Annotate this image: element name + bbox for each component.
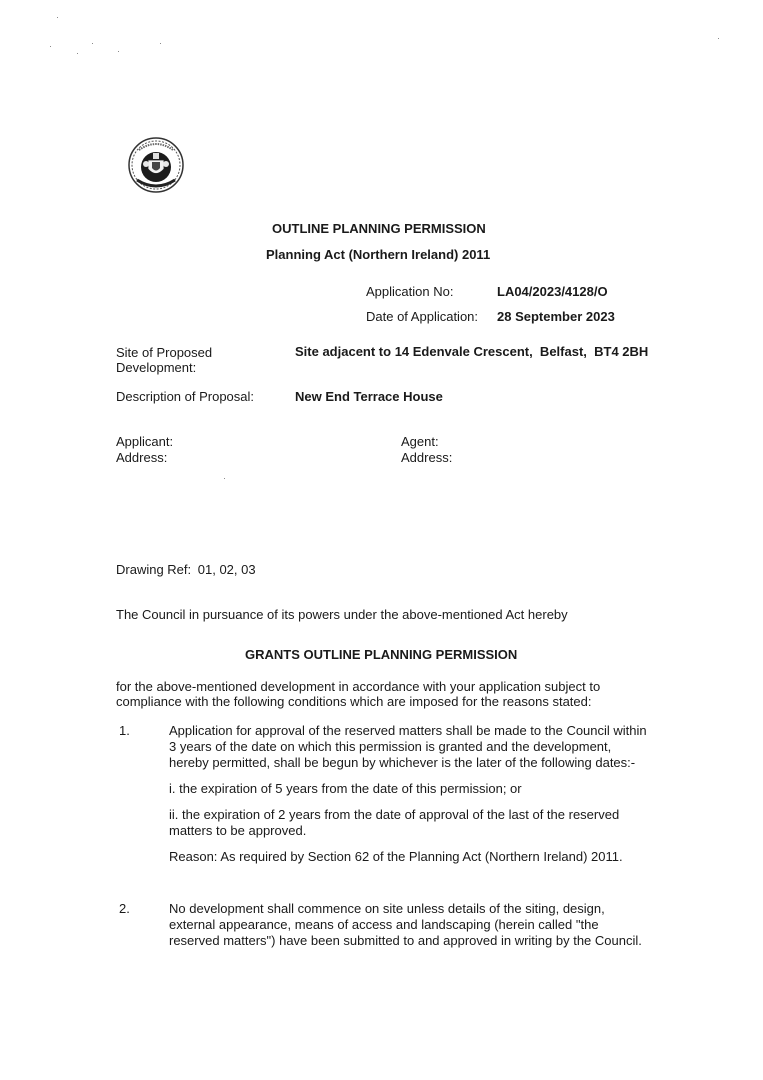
scan-speck — [50, 46, 51, 47]
condition-line: 3 years of the date on which this permission is granted and the development, — [169, 739, 612, 754]
drawing-ref — [116, 562, 256, 578]
condition-sub-item: ii. the expiration of 2 years from the date of approval of the last of the reserved — [169, 807, 620, 822]
condition-line: hereby permitted, shall be begun by whichever is the later of the following dates:- — [169, 755, 636, 770]
application-number-value: LA04/2023/4128/O — [497, 284, 608, 299]
agent-label: Agent: — [401, 434, 439, 449]
application-date-value: 28 September 2023 — [497, 309, 615, 324]
condition-line: Application for approval of the reserved matters shall be made to the Council within — [169, 723, 647, 738]
condition-sub-item: matters to be approved. — [169, 823, 307, 838]
site-label-line1: Site of Proposed — [116, 345, 213, 360]
drawing-ref-label: Drawing Ref: — [116, 562, 192, 577]
scan-speck — [57, 17, 58, 18]
site-label-line2: Development: — [116, 360, 197, 375]
condition-sub-item: i. the expiration of 5 years from the date of this permission; or — [169, 781, 522, 796]
grant-heading: GRANTS OUTLINE PLANNING PERMISSION — [245, 647, 518, 662]
council-crest-icon — [127, 136, 185, 194]
preamble-text: The Council in pursuance of its powers under the above-mentioned Act hereby — [116, 607, 568, 622]
applicant-address-label: Address: — [116, 450, 168, 465]
condition-line: external appearance, means of access and landscaping (herein called "the — [169, 917, 599, 932]
scan-speck — [92, 43, 93, 44]
site-value: Site adjacent to 14 Edenvale Crescent, Belfast, BT4 2BH — [295, 344, 649, 359]
grant-text-line2: compliance with the following conditions which are imposed for the reasons stated: — [116, 694, 592, 709]
applicant-label: Applicant: — [116, 434, 174, 449]
document-title: OUTLINE PLANNING PERMISSION — [272, 221, 486, 236]
scan-speck — [160, 43, 161, 44]
application-number-label: Application No: — [366, 284, 454, 299]
document-subtitle: Planning Act (Northern Ireland) 2011 — [266, 247, 491, 262]
scan-speck — [224, 478, 225, 479]
condition-number: 1. — [119, 723, 130, 738]
scan-speck — [77, 53, 78, 54]
description-value: New End Terrace House — [295, 389, 443, 404]
description-label: Description of Proposal: — [116, 389, 255, 404]
grant-text-line1: for the above-mentioned development in accordance with your application subject to — [116, 679, 601, 694]
scan-speck — [718, 38, 719, 39]
drawing-ref-value: 01, 02, 03 — [197, 562, 256, 577]
application-date-label: Date of Application: — [366, 309, 479, 324]
scan-speck — [118, 51, 119, 52]
condition-reason: Reason: As required by Section 62 of the Planning Act (Northern Ireland) 2011. — [169, 849, 623, 864]
condition-line: reserved matters") have been submitted to and approved in writing by the Council. — [169, 933, 642, 948]
agent-address-label: Address: — [401, 450, 453, 465]
condition-line: No development shall commence on site unless details of the siting, design, — [169, 901, 605, 916]
condition-number: 2. — [119, 901, 130, 916]
